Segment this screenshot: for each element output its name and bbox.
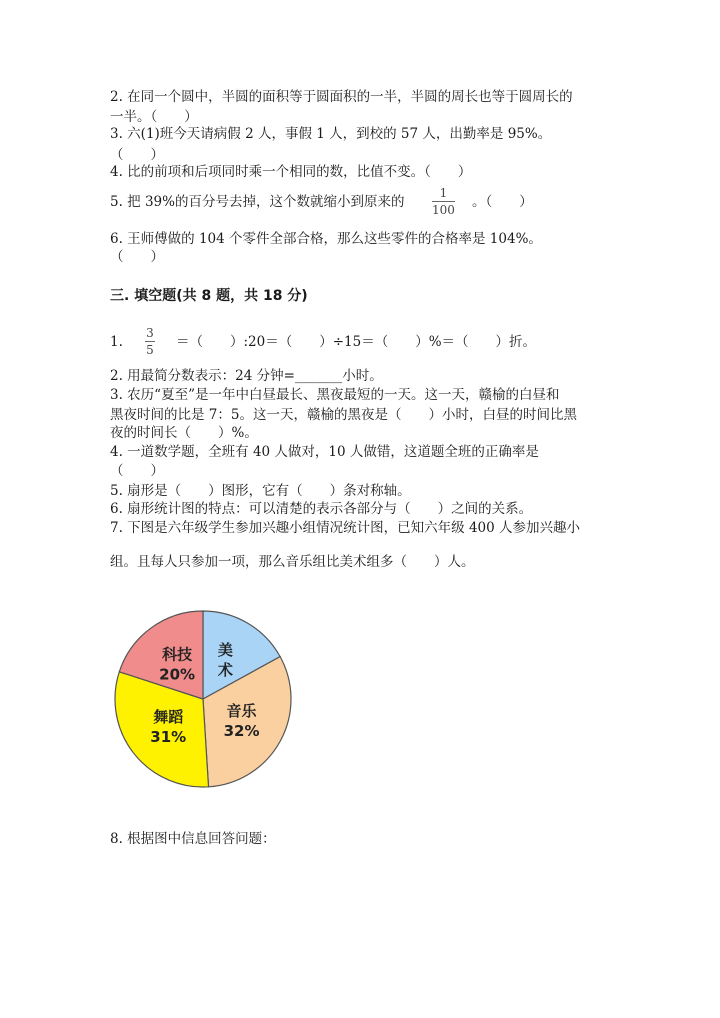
fill-q5: 5. 扇形是（ ）图形，它有（ ）条对称轴。 [110,483,411,499]
fill-q7-line1: 7. 下图是六年级学生参加兴趣小组情况统计图，已知六年级 400 人参加兴趣小 [110,520,581,536]
fraction-bar [432,201,455,202]
pie-label-1: 音乐 [226,702,257,721]
tf-q2-line1: 2. 在同一个圆中，半圆的面积等于圆面积的一半，半圆的周长也等于圆周长的 [110,89,573,105]
fill-q1-frac-den: 5 [146,343,154,357]
pie-pct-2: 31% [150,727,187,746]
tf-q5-after: 。（ ） [472,194,533,210]
fill-q8: 8. 根据图中信息回答问题： [110,831,276,847]
pie-pct-1: 32% [223,722,260,741]
pie-label-2: 舞蹈 [153,707,184,726]
interest-group-pie-chart [108,604,298,794]
pie-pct-3: 20% [159,665,196,684]
fill-q4-line2: （ ） [110,463,164,479]
fill-q1-prefix: 1. [110,334,123,350]
tf-q2-line2: 一半。（ ） [110,109,198,125]
tf-q4: 4. 比的前项和后项同时乘一个相同的数，比值不变。（ ） [110,164,472,180]
tf-q6-line1: 6. 王师傅做的 104 个零件全部合格，那么这些零件的合格率是 104%。 [110,231,542,247]
fill-q3-line3: 夜的时间长（ ）%。 [110,425,258,441]
section-heading: 三. 填空题(共 8 题，共 18 分) [110,288,308,304]
pie-label-0: 美术 [217,641,233,680]
fill-q6: 6. 扇形统计图的特点：可以清楚的表示各部分与（ ）之间的关系。 [110,501,533,517]
tf-q6-line2: （ ） [110,249,164,265]
pie-label-3: 科技 [162,645,193,664]
fill-q7-line2: 组。且每人只参加一项，那么音乐组比美术组多（ ）人。 [110,554,475,570]
fill-q1-frac-num: 3 [146,326,154,340]
fill-q2: 2. 用最简分数表示：24 分钟=_______小时。 [110,368,383,384]
fraction-bar [145,341,155,342]
fill-q4-line1: 4. 一道数学题，全班有 40 人做对，10 人做错，这道题全班的正确率是 [110,444,539,460]
tf-q5-frac-num: 1 [439,186,448,200]
fill-q1-rest: ＝（ ）:20＝（ ）÷15＝（ ）%＝（ ）折。 [176,334,537,350]
tf-q3-line2: （ ） [110,147,164,163]
tf-q3-line1: 3. 六(1)班今天请病假 2 人，事假 1 人，到校的 57 人，出勤率是 95%。 [110,126,552,142]
tf-q5-frac-den: 100 [432,203,455,217]
fill-q1-fraction [145,326,155,357]
fill-q3-line1: 3. 农历“夏至”是一年中白昼最长、黑夜最短的一天。这一天，赣榆的白昼和 [110,387,560,403]
fill-q3-line2: 黑夜时间的比是 7：5。这一天，赣榆的黑夜是（ ）小时，白昼的时间比黑 [110,407,577,423]
tf-q5-fraction [432,186,455,217]
tf-q5-before: 5. 把 39%的百分号去掉，这个数就缩小到原来的 [110,194,405,210]
